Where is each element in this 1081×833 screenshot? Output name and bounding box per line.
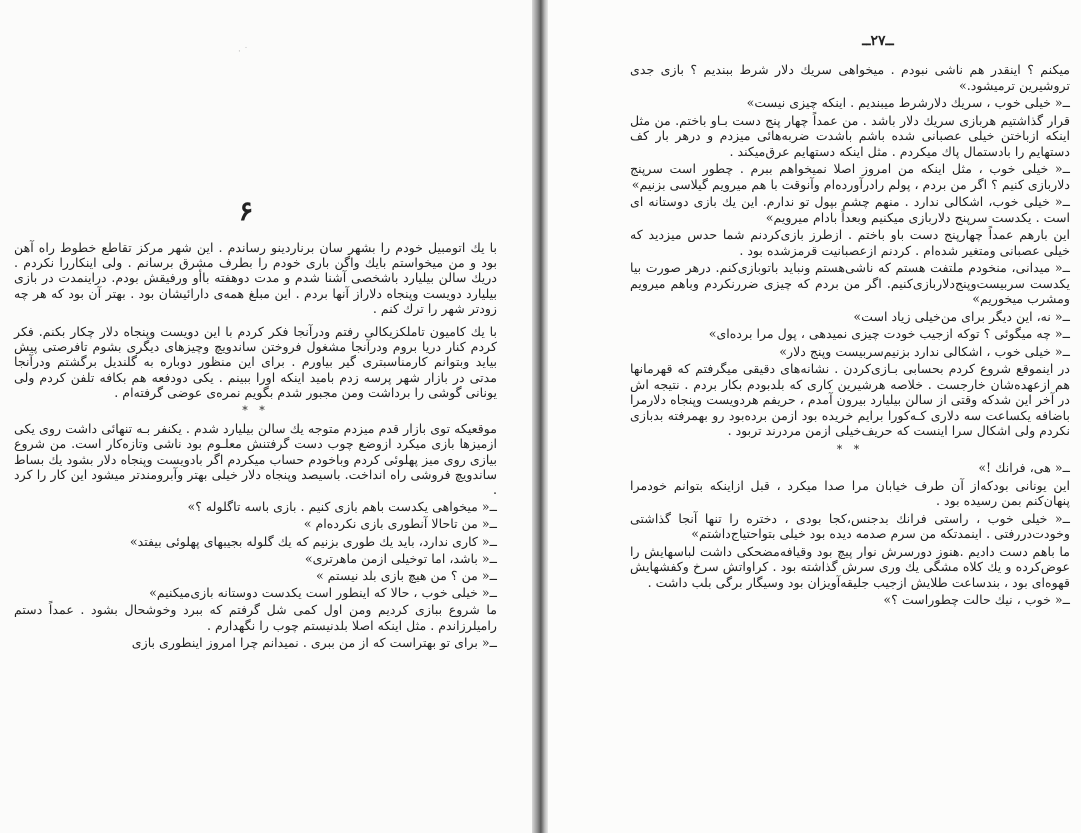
dialogue-line: ــ« برای تو بهتراست که از من ببری . نمیدانم چرا امروز اینطوری بازی [131, 634, 497, 650]
left-page-text [14, 240, 497, 652]
dialogue-line: ــ« خیلی خوب ، سریك دلارشرط میبندیم . اینکه چیزی نیست» [746, 95, 1070, 110]
left-page [0, 0, 532, 833]
section-separator: * * [242, 404, 269, 418]
page-speck: · ˙ [238, 47, 249, 57]
dialogue-line: ــ« هی، فرانك !» [978, 460, 1070, 475]
dialogue-line: ــ« چه میگوئی ؟ توکه ازجیب خودت چیزی نمیدهی ، پول مرا برده‌ای» [708, 326, 1070, 341]
paragraph: میکنم ؟ اینقدر هم ناشی نبودم . میخواهی سریك دلار شرط ببندیم ؟ بازی جدی تروشیرین ترمیشود.» [630, 62, 1070, 93]
dialogue-line: ــ« خیلی خوب ، مثل اینکه من امروز اصلا نمیخواهم ببرم . چطور است سرپنج دلاربازی کنیم ؟ اگر من بردم ، پولم رادرآورده‌ام وآنوقت با هم میرویم گیلاسی بزنیم» [630, 161, 1070, 192]
dialogue-line: ــ« خیلی خوب ، اشکالی ندارد بزنیم‌سربیست وپنج دلار» [779, 343, 1070, 359]
page-number: ــ۲۷ــ [862, 33, 894, 49]
paragraph: این بارهم عمداً چهارپنج دست باو باختم . ازطرز بازی‌کردنم شما حدس میزدید که خیلی عصبانی ومتغیر شده‌ام . کردنم ازعصبانیت قرمزشده بود . [630, 227, 1070, 258]
dialogue-line: ــ« باشد، اما توخیلی ازمن ماهرتری» [304, 550, 497, 566]
dialogue-line: ــ« میدانی، منخودم ملتفت هستم که ناشی‌هستم ونباید باتوبازی‌کنم. درهر صورت بیا یکدست سربیست‌وپنج‌دلاربازی‌کنیم. اگر من بردم که چیزی ضررنکردم وباهم میرویم ومشرب میخوریم» [630, 260, 1070, 306]
dialogue-line: ــ« خیلی خوب ، راستی فرانك بدجنس،کجا بودی ، دختره را تنها آنجا گذاشتی وخودت‌دررفتی . اینمدتکه من سرم صدمه دیده بود خیلی بتواحتیاج‌داشتم» [630, 510, 1070, 541]
section-separator: * * [836, 442, 864, 456]
dialogue-line: ــ« من تاحالا آنطوری بازی نکرده‌ام » [303, 516, 497, 532]
paragraph: موقعیکه توی بازار قدم میزدم متوجه یك سالن بیلیارد شدم . یکنفر بـه تنهائی داشت روی یکی ازمیزها بازی میکرد ازوضع چوب دست گرفتنش معلـوم بود ناشی وتازه‌کار است. من شروع بیازی روی میز پهلوئی کردم وباخودم حساب میکردم اگر بادویست وپنجاه دلار بشود یك بساط ساندویچ فروشی راه انداخت. باسیصد وپنجاه دلار خیلی بهتر وآبرومندتر میشود این کار را کرد . [14, 421, 497, 498]
book-spine [532, 0, 548, 833]
dialogue-line: ــ« کاری ندارد، باید یك طوری بزنیم که یك گلوله بجیبهای پهلوئی بیفتد» [129, 533, 497, 549]
dialogue-line: ــ« من ؟ من هیچ بازی بلد نیستم » [315, 568, 497, 584]
paragraph: با یك اتومبیل خودم را بشهر سان برناردینو رساندم . این شهر مرکز تقاطع خطوط راه آهن بود و من میخواستم بایك واگن باری خودم را بطرف مشرق برسانم . ولی اینکاررا نکردم . دریك سالن بیلیارد باشخصی آشنا شدم و مدت دوهفته باأو ورفیقش بودم. دراینمدت در بازی بیلیارد دویست وپنجاه دلاراز آنها بردم . این مبلغ همه‌ی دارائیشان بود . بهتر آن بود که هر چه زودتر شهر را ترك کنم . [14, 240, 497, 316]
dialogue-line: ــ« نه، این دیگر برای من‌خیلی زیاد است» [853, 308, 1070, 324]
paragraph: ما باهم دست دادیم .هنوز دورسرش نوار پیچ بود وقیافه‌مضحکی داشت لباسهایش را عوض‌کرده و یك کلاه مشگی یك وری سرش گذاشته بود . کراواتش سرخ وکفشهایش قهوه‌ای بود ، بندساعت طلایش ازجیب جلیقه‌آویزان بود وسیگار برگی بلب داشت . [630, 543, 1070, 590]
paragraph: قرار گذاشتیم هربازی سریك دلار باشد . من عمداً چهار پنج دست بـاو باختم. من مثل اینکه ازباختن خیلی عصبانی شده باشم باشدت ضربه‌هائی میزدم و درهر بار کف دستهایم را بادستمال پاك میکردم . مثل اینکه دستهایم عرق‌میکند . [630, 112, 1070, 159]
dialogue-line: ــ« خیلی خوب ، حالا که اینطور است یکدست دوستانه بازی‌میکنیم» [149, 585, 497, 601]
chapter-number: ۶ [238, 196, 254, 227]
right-page-text [630, 62, 1070, 610]
paragraph: این یونانی بودکه‌از آن طرف خیابان مرا صدا میکرد ، قبل ازاینکه بتوانم خودمرا پنهان‌کنم بمن رسیده بود . [630, 477, 1070, 508]
dialogue-line: ــ« خوب ، نیك حالت چطوراست ؟» [883, 592, 1070, 607]
paragraph: با یك کامیون تاملکزیکالی رفتم ودرآنجا فکر کردم با این دویست وپنجاه دلار چکار بکنم. فکر کردم کنار دریا بروم ودرآنجا مشغول فروختن ساندویچ وچیزهای دیگری بشوم تافرصتی پیش بیاید وبتوانم کارمناسبتری گیر بیاورم . برای این منظور دوباره به گلندیل برگشتم ودرآنجا مدتی در بازار شهر پرسه زدم بامید اینکه اورا ببینم . یکی دودفعه هم بکافه تلفن کردم ولی یونانی گوشی را برداشت ومن مجبور شدم بگویم نمره‌ی عوضی گرفته‌ام . [14, 324, 497, 400]
dialogue-line: ــ« خیلی خوب، اشکالی ندارد . منهم چشم بپول تو ندارم. این یك بازی دوستانه ای است . یکدست سرپنج دلاربازی میکنیم وبعداً بادام میرویم» [630, 194, 1070, 225]
paragraph: در اینموقع شروع کردم بحسابی بـازی‌کردن . نشانه‌های دقیقی میگرفتم که قهرمانها هم ازعهده‌شان خارجست . خلاصه هرشیرین کاری که بلدبودم بکار بردم . نتیجه اش در آخر این شدکه وقتی از سالن بیلیارد بیرون آمدم ، حریفم هردویست وپنجاه دلارمرا باضافه یکساعت سه دلاری کـه‌کورا برایم خریده بود ازمن برده‌بود رو بهمرفته بدبازی نکردم ولی اشکال سرا اینست که حریف‌خیلی ازمن مردرند تربود . [630, 361, 1070, 438]
paragraph: ما شروع ببازی کردیم ومن اول کمی شل گرفتم که ببرد وخوشحال بشود . عمداً دستم رامیلرزاندم . مثل اینکه اصلا بلدنیستم چوب را نگهدارم . [14, 602, 497, 633]
right-page [548, 0, 1081, 833]
dialogue-line: ــ« میخواهی یکدست باهم بازی کنیم . بازی باسه تاگلوله ؟» [187, 499, 497, 515]
